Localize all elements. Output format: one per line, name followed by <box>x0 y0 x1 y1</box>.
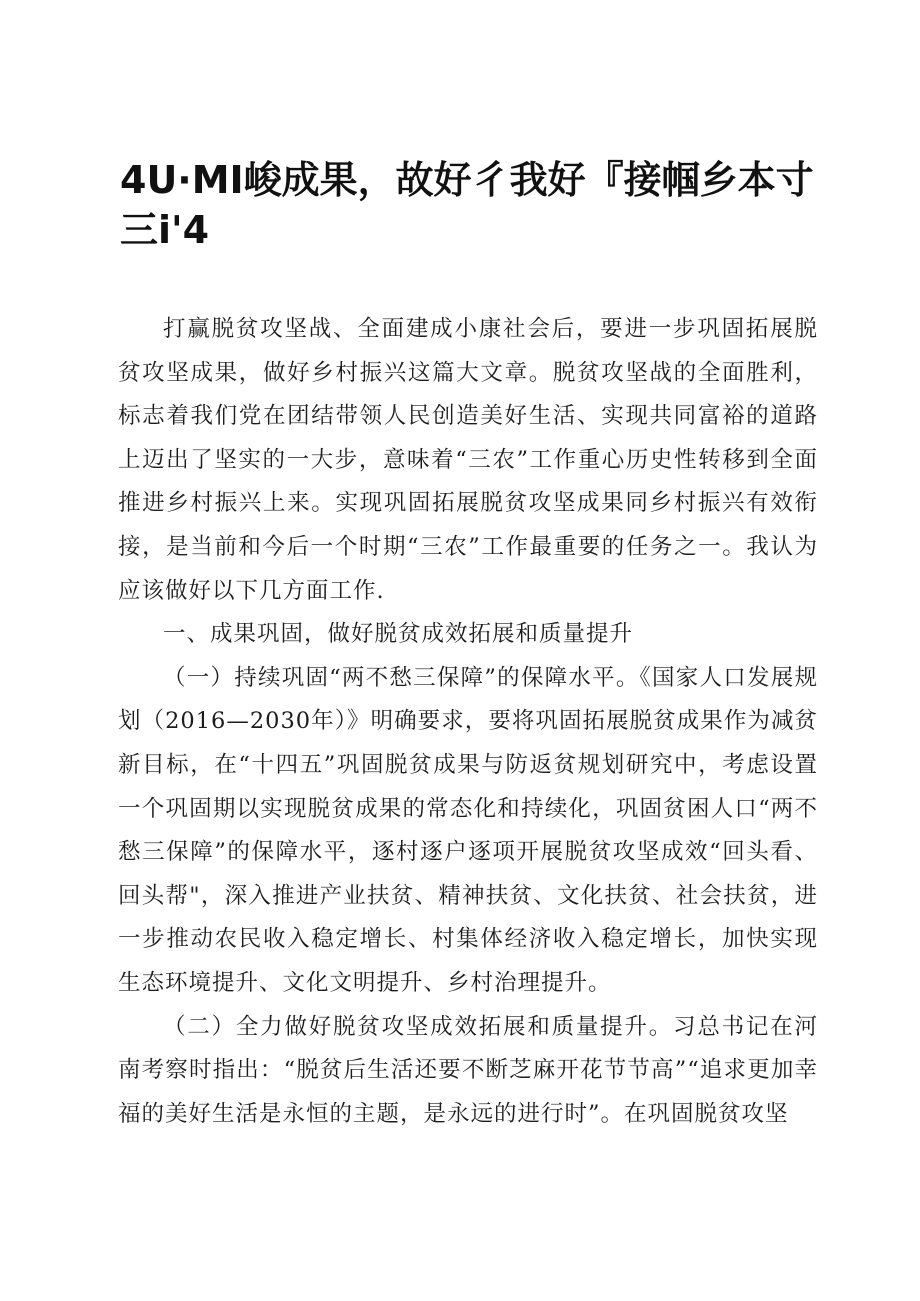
item-paragraph-2: （二）全力做好脱贫攻坚成效拓展和质量提升。习总书记在河南考察时指出：“脱贫后生活还要不断芝麻开花节节高”“追求更加幸福的美好生活是永恒的主题，是永远的进行时”。在巩固脱贫攻坚 <box>118 1013 818 1127</box>
document-body <box>118 308 818 1136</box>
intro-paragraph: 打赢脱贫攻坚战、全面建成小康社会后，要进一步巩固拓展脱贫攻坚成果，做好乡村振兴这篇大文章。脱贫攻坚战的全面胜利，标志着我们党在团结带领人民创造美好生活、实现共同富裕的道路上迈出了坚实的一大步，意味着“三农”工作重心历史性转移到全面推进乡村振兴上来。实现巩固拓展脱贫攻坚成果同乡村振兴有效衔接，是当前和今后一个时期“三农”工作最重要的任务之一。我认为应该做好以下几方面工作. <box>118 316 818 604</box>
item-paragraph-1: （一）持续巩固“两不愁三保障”的保障水平。《国家人口发展规划（2016—2030年）》明确要求，要将巩固拓展脱贫成果作为减贫新目标，在“十四五”巩固脱贫成果与防返贫规划研究中，考虑设置一个巩固期以实现脱贫成果的常态化和持续化，巩固贫困人口“两不愁三保障”的保障水平，逐村逐户逐项开展脱贫攻坚成效“回头看、回头帮"，深入推进产业扶贫、精神扶贫、文化扶贫、社会扶贫，进一步推动农民收入稳定增长、村集体经济收入稳定增长，加快实现生态环境提升、文化文明提升、乡村治理提升。 <box>118 664 818 996</box>
section-heading-1: 一、成果巩固，做好脱贫成效拓展和质量提升 <box>163 621 634 648</box>
title-line-2: 三i'4 <box>120 208 210 252</box>
title-line-1: 4U·MI峻成果，故好彳我好『接帼乡本寸 <box>120 158 814 202</box>
document-title <box>120 155 820 255</box>
